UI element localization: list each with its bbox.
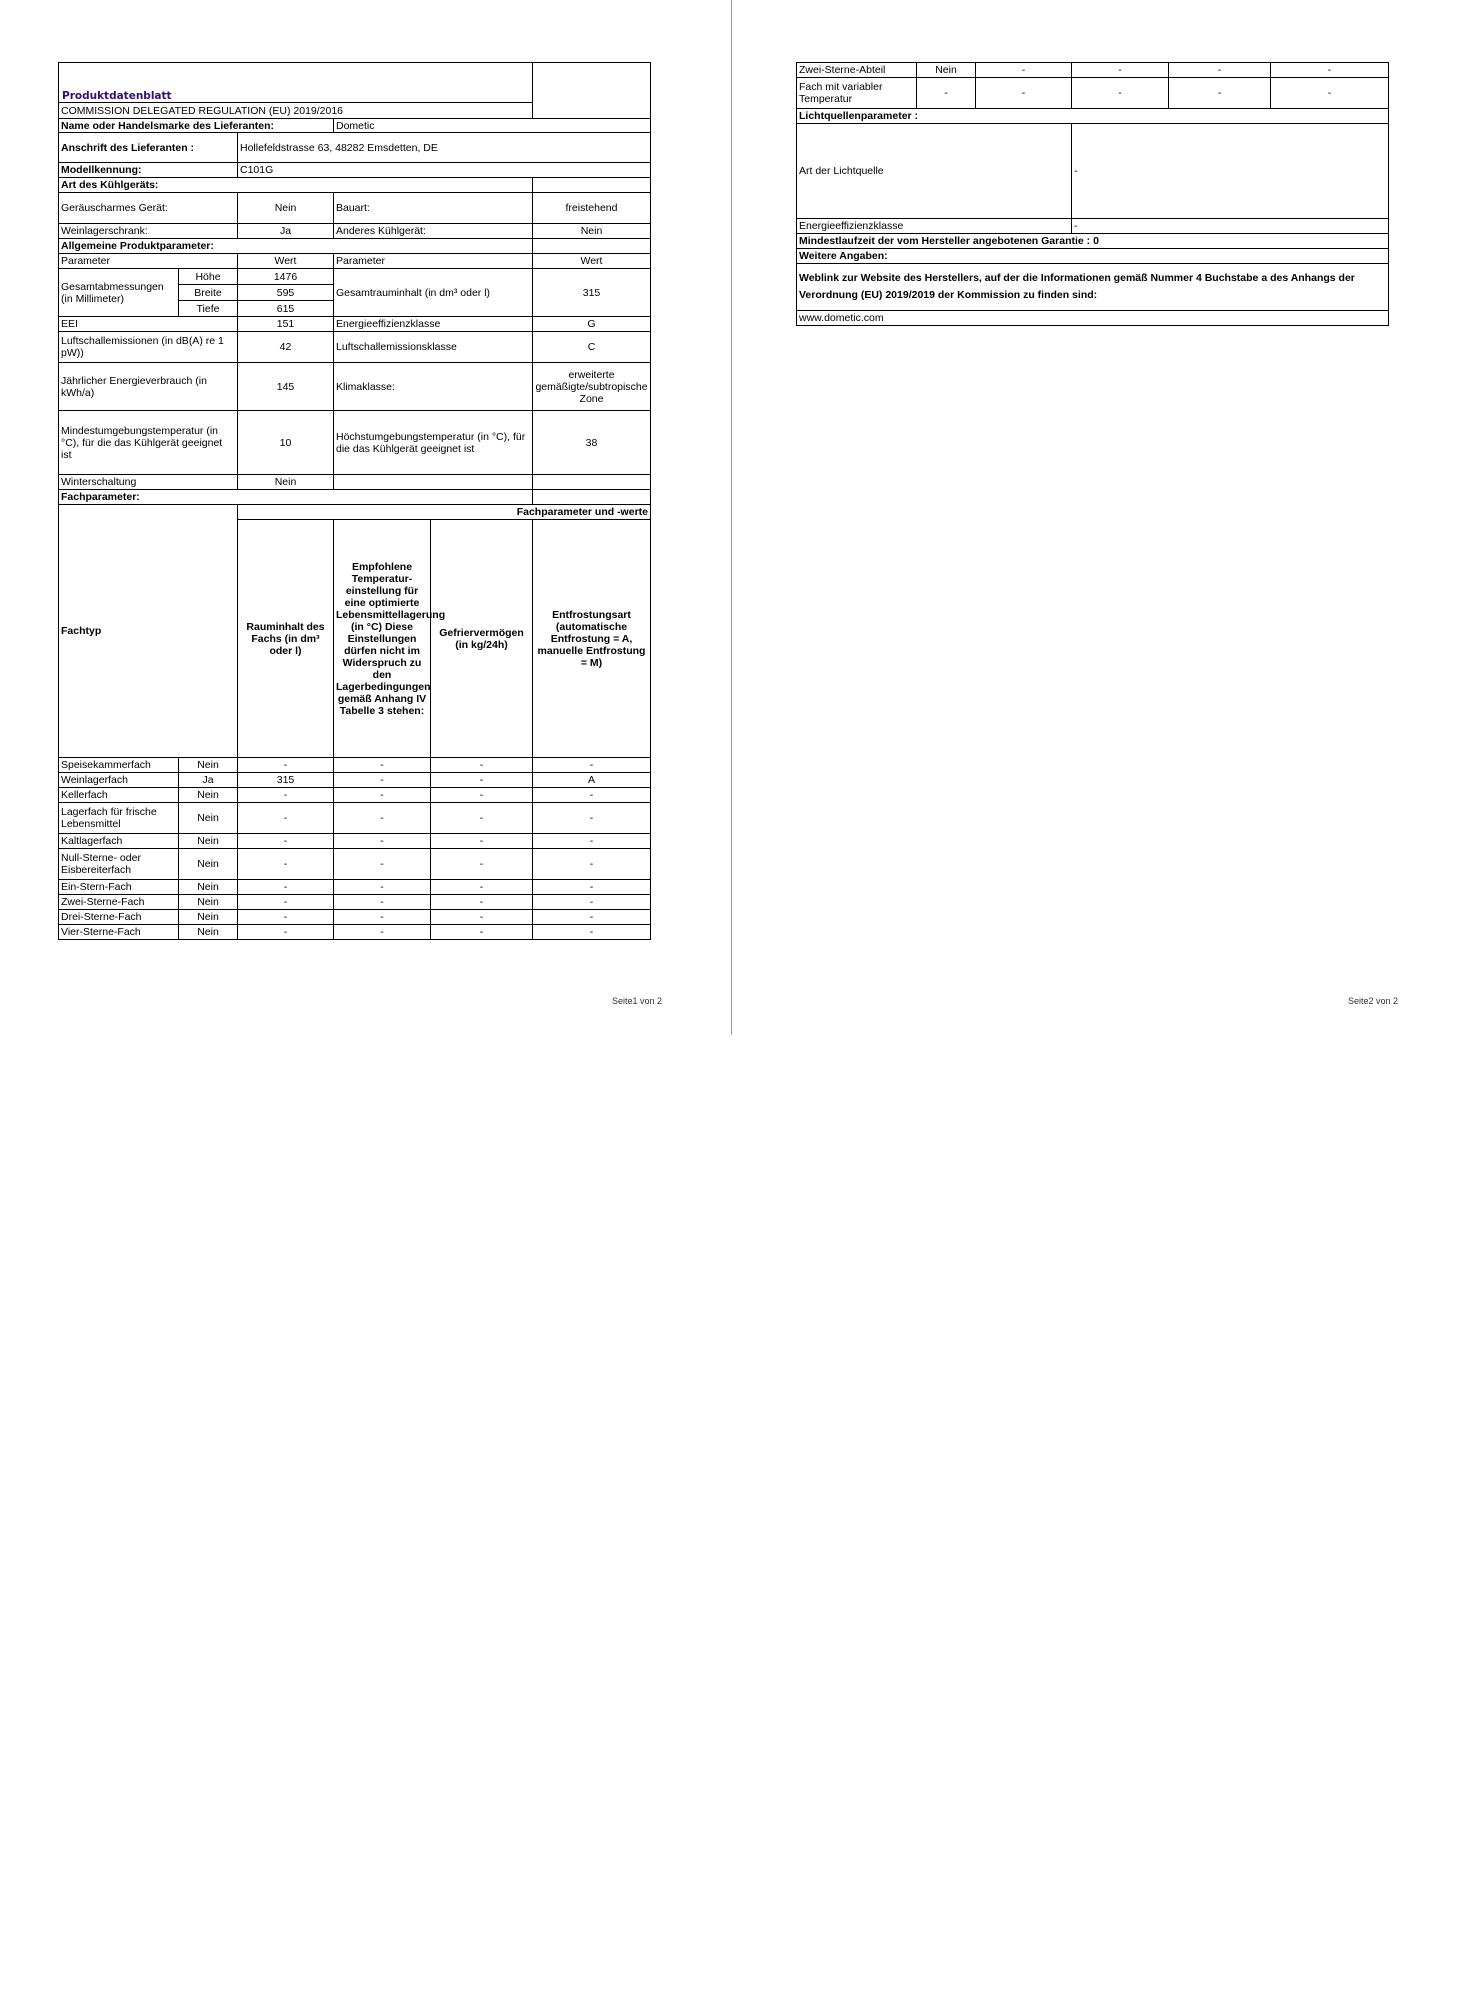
- compartment-present: Nein: [179, 849, 238, 880]
- sheet-page-1: [0, 0, 731, 1040]
- section-appliance-type: Art des Kühlgeräts:: [59, 178, 533, 193]
- compartment-row: [59, 834, 651, 849]
- compartment-volume: -: [976, 78, 1072, 109]
- compartment-defrost-type: -: [533, 910, 651, 925]
- width-value: 595: [238, 285, 334, 301]
- compartment-present: Ja: [179, 773, 238, 788]
- compartment-volume: -: [238, 788, 334, 803]
- address-label: Anschrift des Lieferanten :: [59, 133, 238, 163]
- height-value: 1476: [238, 269, 334, 285]
- compartment-name: Zwei-Sterne-Abteil: [797, 63, 917, 78]
- min-ambient-temp-value: 10: [238, 411, 334, 475]
- other-appliance-label: Anderes Kühlgerät:: [334, 224, 533, 239]
- compartment-name: Weinlagerfach: [59, 773, 179, 788]
- energy-class-value: G: [533, 317, 651, 332]
- model-label: Modellkennung:: [59, 163, 238, 178]
- compartment-freezing-capacity: -: [431, 849, 533, 880]
- compartment-freezing-capacity: -: [431, 758, 533, 773]
- annual-consumption-value: 145: [238, 363, 334, 411]
- compartment-volume: -: [238, 758, 334, 773]
- height-label: Höhe: [179, 269, 238, 285]
- compartment-present: Nein: [179, 925, 238, 940]
- compartment-group-header: Fachparameter und -werte: [238, 505, 651, 520]
- other-appliance-value: Nein: [533, 224, 651, 239]
- light-energy-class-value: -: [1072, 219, 1389, 234]
- page-divider: [731, 0, 732, 1035]
- compartment-present: -: [917, 78, 976, 109]
- supplier-value: Dometic: [334, 119, 651, 133]
- compartment-volume: -: [238, 925, 334, 940]
- annual-consumption-label: Jährlicher Energieverbrauch (in kWh/a): [59, 363, 238, 411]
- compartment-temperature: -: [334, 895, 431, 910]
- compartment-row: [59, 895, 651, 910]
- wine-cabinet-value: Ja: [238, 224, 334, 239]
- light-source-type-value: -: [1072, 124, 1389, 219]
- weblink-description: Weblink zur Website des Herstellers, auf der die Informationen gemäß Nummer 4 Buchstabe a des Anhangs der Verordnung (EU) 2019/2019 der Kommission zu finden sind:: [797, 264, 1389, 311]
- climate-class-value: erweiterte gemäßigte/subtropische Zone: [533, 363, 651, 411]
- page-title: Produktdatenblatt: [59, 63, 533, 103]
- noise-class-label: Luftschallemissionsklasse: [334, 332, 533, 363]
- compartment-row: [59, 758, 651, 773]
- min-ambient-temp-label: Mindestumgebungstemperatur (in °C), für die das Kühlgerät geeignet ist: [59, 411, 238, 475]
- col-temp-header: Empfohlene Temperatur-einstellung für eine optimierte Lebensmittellagerung (in °C) Diese Einstellungen dürfen nicht im Widerspruch zu den Lagerbedingungen gemäß Anhang IV Tabelle 3 stehen:: [334, 520, 431, 758]
- compartment-temperature: -: [334, 880, 431, 895]
- section-light-source: Lichtquellenparameter :: [797, 109, 1389, 124]
- compartment-freezing-capacity: -: [431, 925, 533, 940]
- col-volume-header: Rauminhalt des Fachs (in dm³ oder l): [238, 520, 334, 758]
- compartment-row: [59, 849, 651, 880]
- sheet-page-2: [733, 0, 1462, 1040]
- col-defrost-header: Entfrostungsart (automatische Entfrostung = A, manuelle Entfrostung = M): [533, 520, 651, 758]
- compartment-row: [59, 788, 651, 803]
- product-data-table: [58, 62, 651, 940]
- section-further-information: Weitere Angaben:: [797, 249, 1389, 264]
- compartment-row: [59, 773, 651, 788]
- compartment-volume: -: [976, 63, 1072, 78]
- compartment-temperature: -: [334, 834, 431, 849]
- total-volume-value: 315: [533, 269, 651, 317]
- compartment-temperature: -: [334, 773, 431, 788]
- warranty-duration: Mindestlaufzeit der vom Hersteller angebotenen Garantie : 0: [797, 234, 1389, 249]
- compartment-freezing-capacity: -: [431, 773, 533, 788]
- model-value: C101G: [238, 163, 651, 178]
- energy-class-label: Energieeffizienzklasse: [334, 317, 533, 332]
- compartment-row: [59, 910, 651, 925]
- compartment-present: Nein: [179, 880, 238, 895]
- compartment-volume: 315: [238, 773, 334, 788]
- wine-cabinet-label: Weinlagerschrank:: [59, 224, 238, 239]
- compartment-freezing-capacity: -: [1169, 78, 1271, 109]
- compartment-name: Drei-Sterne-Fach: [59, 910, 179, 925]
- compartment-name: Fach mit variabler Temperatur: [797, 78, 917, 109]
- compartment-present: Nein: [179, 895, 238, 910]
- address-value: Hollefeldstrasse 63, 48282 Emsdetten, DE: [238, 133, 651, 163]
- compartment-present: Nein: [179, 910, 238, 925]
- compartment-volume: -: [238, 910, 334, 925]
- parameter-header-2: Parameter: [334, 254, 533, 269]
- compartment-freezing-capacity: -: [431, 895, 533, 910]
- section-compartment-parameters: Fachparameter:: [59, 490, 533, 505]
- compartment-type-header: Fachtyp: [59, 505, 238, 758]
- compartment-temperature: -: [334, 910, 431, 925]
- winter-setting-label: Winterschaltung: [59, 475, 238, 490]
- compartment-defrost-type: -: [533, 788, 651, 803]
- compartment-temperature: -: [334, 849, 431, 880]
- compartment-volume: -: [238, 803, 334, 834]
- compartment-volume: -: [238, 895, 334, 910]
- noise-emission-value: 42: [238, 332, 334, 363]
- compartment-defrost-type: -: [533, 834, 651, 849]
- compartment-volume: -: [238, 880, 334, 895]
- regulation-reference: COMMISSION DELEGATED REGULATION (EU) 2019/2016: [59, 103, 533, 119]
- compartment-name: Vier-Sterne-Fach: [59, 925, 179, 940]
- compartment-freezing-capacity: -: [1169, 63, 1271, 78]
- compartment-temperature: -: [334, 788, 431, 803]
- value-header-2: Wert: [533, 254, 651, 269]
- design-value: freistehend: [533, 193, 651, 224]
- compartment-rows-continued: [797, 63, 1389, 109]
- supplier-label: Name oder Handelsmarke des Lieferanten:: [59, 119, 334, 133]
- compartment-row: [797, 63, 1389, 78]
- depth-label: Tiefe: [179, 301, 238, 317]
- climate-class-label: Klimaklasse:: [334, 363, 533, 411]
- compartment-defrost-type: -: [533, 895, 651, 910]
- compartment-present: Nein: [179, 803, 238, 834]
- compartment-temperature: -: [1072, 78, 1169, 109]
- noise-emission-label: Luftschallemissionen (in dB(A) re 1 pW)): [59, 332, 238, 363]
- compartment-name: Null-Sterne- oder Eisbereiterfach: [59, 849, 179, 880]
- depth-value: 615: [238, 301, 334, 317]
- compartment-row: [59, 880, 651, 895]
- light-energy-class-label: Energieeffizienzklasse: [797, 219, 1072, 234]
- compartment-row: [59, 925, 651, 940]
- compartment-row: [59, 803, 651, 834]
- max-ambient-temp-label: Höchstumgebungstemperatur (in °C), für die das Kühlgerät geeignet ist: [334, 411, 533, 475]
- compartment-volume: -: [238, 849, 334, 880]
- compartment-freezing-capacity: -: [431, 880, 533, 895]
- dimensions-label: Gesamtabmessungen (in Millimeter): [59, 269, 179, 317]
- compartment-name: Kellerfach: [59, 788, 179, 803]
- light-source-type-label: Art der Lichtquelle: [797, 124, 1072, 219]
- compartment-present: Nein: [179, 788, 238, 803]
- low-noise-label: Geräuscharmes Gerät:: [59, 193, 238, 224]
- compartment-defrost-type: -: [533, 803, 651, 834]
- compartment-name: Zwei-Sterne-Fach: [59, 895, 179, 910]
- compartment-freezing-capacity: -: [431, 910, 533, 925]
- compartment-freezing-capacity: -: [431, 788, 533, 803]
- compartment-defrost-type: -: [1271, 63, 1389, 78]
- compartment-temperature: -: [334, 803, 431, 834]
- winter-setting-value: Nein: [238, 475, 334, 490]
- compartment-present: Nein: [917, 63, 976, 78]
- section-general-parameters: Allgemeine Produktparameter:: [59, 239, 533, 254]
- product-data-table-continued: [796, 62, 1389, 326]
- page-footer: Seite2 von 2: [1348, 996, 1399, 1006]
- compartment-temperature: -: [334, 925, 431, 940]
- page-footer: Seite1 von 2: [612, 996, 663, 1006]
- compartment-freezing-capacity: -: [431, 803, 533, 834]
- eei-label: EEI: [59, 317, 238, 332]
- compartment-row: [797, 78, 1389, 109]
- compartment-name: Lagerfach für frische Lebensmittel: [59, 803, 179, 834]
- compartment-present: Nein: [179, 758, 238, 773]
- low-noise-value: Nein: [238, 193, 334, 224]
- parameter-header: Parameter: [59, 254, 238, 269]
- compartment-defrost-type: -: [533, 849, 651, 880]
- compartment-rows: [59, 758, 651, 940]
- compartment-name: Ein-Stern-Fach: [59, 880, 179, 895]
- compartment-defrost-type: -: [533, 925, 651, 940]
- compartment-defrost-type: -: [533, 880, 651, 895]
- compartment-freezing-capacity: -: [431, 834, 533, 849]
- compartment-defrost-type: -: [533, 758, 651, 773]
- compartment-temperature: -: [334, 758, 431, 773]
- total-volume-label: Gesamtrauminhalt (in dm³ oder l): [334, 269, 533, 317]
- compartment-defrost-type: -: [1271, 78, 1389, 109]
- max-ambient-temp-value: 38: [533, 411, 651, 475]
- design-label: Bauart:: [334, 193, 533, 224]
- width-label: Breite: [179, 285, 238, 301]
- col-freeze-header: Gefriervermögen (in kg/24h): [431, 520, 533, 758]
- compartment-present: Nein: [179, 834, 238, 849]
- manufacturer-weblink[interactable]: www.dometic.com: [797, 311, 1389, 326]
- compartment-name: Kaltlagerfach: [59, 834, 179, 849]
- eei-value: 151: [238, 317, 334, 332]
- compartment-temperature: -: [1072, 63, 1169, 78]
- compartment-defrost-type: A: [533, 773, 651, 788]
- noise-class-value: C: [533, 332, 651, 363]
- compartment-volume: -: [238, 834, 334, 849]
- value-header: Wert: [238, 254, 334, 269]
- compartment-name: Speisekammerfach: [59, 758, 179, 773]
